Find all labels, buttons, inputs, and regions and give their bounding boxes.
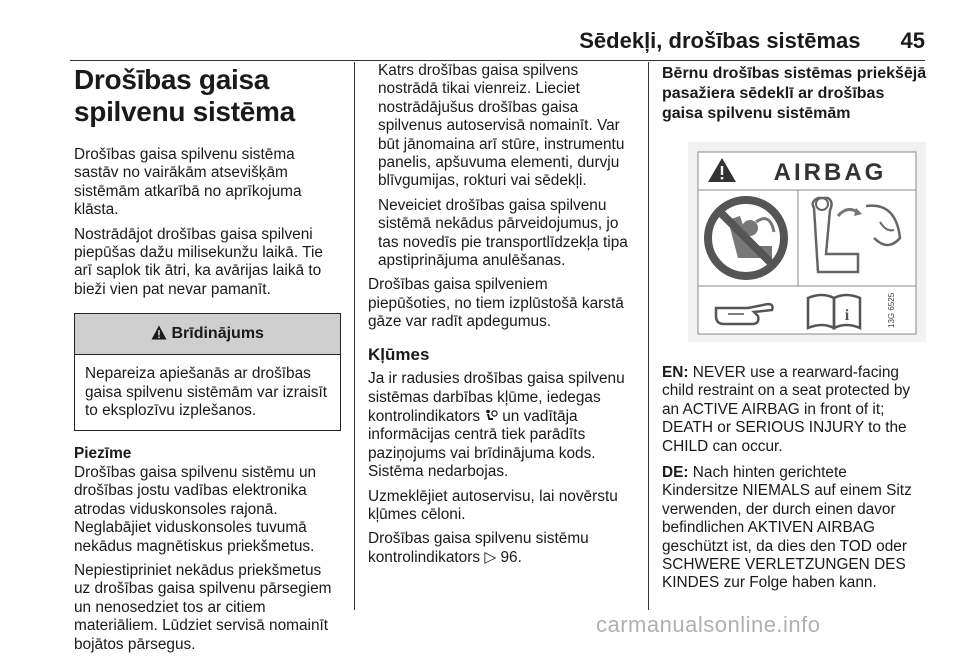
warning-box xyxy=(74,313,341,431)
intro-paragraph: Drošības gaisa spilvenu sistēma sastāv no vairākām atsevišķām sistēmām atkarībā no aprīkojuma klāsta. xyxy=(74,146,302,219)
page-reference-link[interactable]: 96. xyxy=(500,548,522,566)
warning-title: Brīdinājums xyxy=(171,325,264,343)
watermark: carmanualsonline.info xyxy=(596,612,821,637)
replacement-paragraph: Katrs drošības gaisa spilvens nostrādā tikai vienreiz. Lieciet nostrādājušus drošības gaisa spilvenus autoservisā nomainīt. Var būt jānomaina arī stūre, instrumentu panelis, apšuvuma elementi, durvju blīvgumijas, rokturi vai sēdekļi. xyxy=(378,62,625,190)
column-divider-2 xyxy=(648,62,649,610)
label-code: 13G 6525 xyxy=(887,292,896,328)
faults-paragraph-1: Ja ir radusies drošības gaisa spilvenu sistēmas darbības kļūme, iedegas kontrolindikators un vadītāja informācijas centrā tiek parādīts paziņojums vai brīdinājuma kods. Sistēma nedarbojas. xyxy=(368,370,625,481)
note-title: Piezīme xyxy=(74,445,132,463)
column-divider-1 xyxy=(354,62,355,610)
column-2 xyxy=(368,62,634,573)
page-reference-icon: ▷ xyxy=(484,548,497,566)
page-number: 45 xyxy=(900,28,925,53)
airbag-label-title: AIRBAG xyxy=(773,159,887,186)
warning-triangle-icon xyxy=(151,325,171,342)
svg-text:i: i xyxy=(844,307,850,324)
column-3 xyxy=(662,62,927,599)
continued-list xyxy=(368,62,634,270)
header-title: Sēdekļi, drošības sistēmas xyxy=(579,28,861,53)
inflation-paragraph: Nostrādājot drošības gaisa spilveni piepūšas dažu milisekunžu laikā. Tie arī saplok tik ātri, ka avārijas laikā to bieži vien pat nevar pamanīt. xyxy=(74,225,323,298)
airbag-warning-label-image xyxy=(688,142,926,342)
faults-paragraph-2: Uzmeklējiet autoservisu, lai novērstu kļūmes cēloni. xyxy=(368,487,618,523)
warning-text: Nepareiza apiešanās ar drošības gaisa spilvenu sistēmām var izraisīt to eksplozīvu izplešanos. xyxy=(85,365,328,420)
german-warning: DE: Nach hinten gerichtete Kindersitze NIEMALS auf einem Sitz verwenden, der durch einen davor befindlichen AKTIVEN AIRBAG geschützt ist, da dies den TOD oder SCHWERE VERLETZUNGEN DES KINDES zur Folge haben kann. xyxy=(662,464,912,592)
faults-paragraph-3: Drošības gaisa spilvenu sistēmu kontrolindikators ▷ 96. xyxy=(368,530,589,566)
english-warning: EN: NEVER use a rearward-facing child restraint on a seat protected by an ACTIVE AIRBAG in front of it; DEATH or SERIOUS INJURY to the CHILD can occur. xyxy=(662,364,911,455)
section-heading: Drošības gaisa spilvenu sistēma xyxy=(74,64,295,127)
note-paragraph-1: Drošības gaisa spilvenu sistēmu un drošības jostu vadības elektronika atrodas viduskonsoles rajonā. Neglabājiet viduskonsoles tuvumā nekādus magnētiskus priekšmetus. xyxy=(74,463,317,555)
airbag-indicator-icon xyxy=(484,408,502,424)
column-1 xyxy=(74,62,341,660)
burn-paragraph: Drošības gaisa spilveniem piepūšoties, no tiem izplūstošā karstā gāze var radīt apdegumus. xyxy=(368,276,624,331)
modification-paragraph: Neveiciet drošības gaisa spilvenu sistēmā nekādus pārveidojumus, jo tas novedīs pie transportlīdzekļa tipa apstiprinājuma anulēšanas. xyxy=(378,196,628,270)
faults-heading: Kļūmes xyxy=(368,344,430,364)
header-divider xyxy=(70,60,925,61)
warning-header xyxy=(75,314,340,355)
page-header xyxy=(70,26,925,56)
note-paragraph-2: Nepiestipriniet nekādus priekšmetus uz drošības gaisa spilvenu pārsegiem un nenosedziet tos ar citiem materiāliem. Lūdziet servisā nomainīt bojātos pārsegus. xyxy=(74,561,332,653)
child-restraint-heading: Bērnu drošības sistēmas priekšējā pasažiera sēdeklī ar drošības gaisa spilvenu sistēmām xyxy=(662,65,927,122)
